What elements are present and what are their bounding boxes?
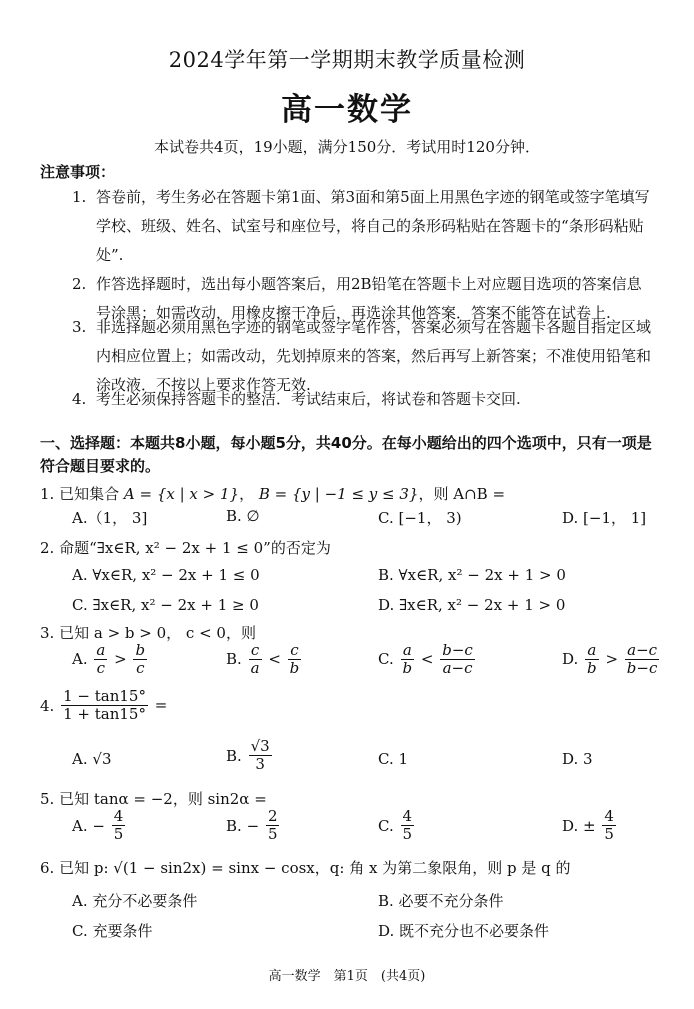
option-d[interactable] xyxy=(562,750,593,768)
sign: − xyxy=(92,816,105,835)
option-b[interactable] xyxy=(226,808,281,844)
operator: < xyxy=(268,649,281,668)
notice-heading: 注意事项： xyxy=(40,163,116,181)
numerator: c xyxy=(288,642,302,660)
numerator: a xyxy=(401,642,415,660)
option-b[interactable] xyxy=(226,738,274,774)
denominator: 1 + tan15° xyxy=(63,705,146,724)
operator: < xyxy=(420,649,434,668)
notice-item xyxy=(72,385,656,414)
fraction xyxy=(112,808,126,844)
option-value: 1 xyxy=(398,750,409,768)
subject-title: 高一数学 xyxy=(281,92,413,128)
numerator: √3 xyxy=(250,737,270,755)
question-number: 1. xyxy=(40,485,55,503)
option-value: √3 xyxy=(92,750,112,768)
sign: ± xyxy=(583,816,596,835)
numerator: 4 xyxy=(604,807,614,825)
question-ask: ，则 A∩B = xyxy=(418,485,506,503)
question-1: 1. 已知集合 A = {x | x > 1}， B = {y | −1 ≤ y ≤ 3}，则 A∩B = xyxy=(40,485,506,503)
question-6 xyxy=(40,857,570,878)
denominator: b xyxy=(289,659,300,678)
notice-text: 非选择题必须用黑色字迹的钢笔或签字笔作答，答案必须写在答题卡各题目指定区域内相应位置上；如需改动，先划掉原来的答案，然后再写上新答案；不准使用铅笔和涂改液．不按以上要求作答无效. xyxy=(96,318,652,394)
option-b[interactable] xyxy=(226,642,303,678)
question-number: 3. xyxy=(40,624,55,642)
option-label: D. xyxy=(562,750,579,768)
question-number: 5. xyxy=(40,790,55,808)
notice-text: 考生必须保持答题卡的整洁．考试结束后，将试卷和答题卡交回. xyxy=(96,390,521,408)
option-c[interactable] xyxy=(378,642,477,678)
option-a[interactable]: A. 充分不必要条件 xyxy=(72,892,198,910)
notice-number: 2. xyxy=(72,275,87,293)
set-a: A = {x | x > 1} xyxy=(123,485,240,503)
denominator: 5 xyxy=(113,825,124,844)
option-a[interactable] xyxy=(72,642,149,678)
numerator: c xyxy=(249,642,262,660)
fraction xyxy=(94,642,107,678)
option-c[interactable]: C. [−1， 3) xyxy=(378,509,462,527)
option-a[interactable]: A.（1， 3] xyxy=(72,509,148,527)
option-label: C. xyxy=(378,649,394,668)
sign: − xyxy=(246,816,260,835)
option-d[interactable]: D. 既不充分也不必要条件 xyxy=(378,922,550,940)
operator: > xyxy=(114,649,127,668)
option-a[interactable] xyxy=(72,750,112,768)
denominator: a−c xyxy=(442,659,473,678)
denominator: a xyxy=(250,659,260,678)
option-label: A. xyxy=(72,816,88,835)
question-number: 4. xyxy=(40,696,55,715)
operator: > xyxy=(605,649,619,668)
fraction xyxy=(401,642,415,678)
question-prefix: 已知集合 xyxy=(59,485,120,503)
question-5 xyxy=(40,788,267,809)
option-d[interactable] xyxy=(562,808,618,844)
option-d[interactable] xyxy=(562,642,661,678)
option-label: C. xyxy=(378,750,394,768)
fraction xyxy=(440,642,475,678)
option-b[interactable]: B. ∅ xyxy=(226,507,260,525)
option-label: C. xyxy=(378,816,394,835)
option-label: B. xyxy=(226,816,242,835)
denominator: b xyxy=(402,659,413,678)
option-b[interactable]: B. 必要不充分条件 xyxy=(378,892,504,910)
numerator: a−c xyxy=(625,642,660,660)
fraction xyxy=(61,688,148,724)
option-label: D. xyxy=(562,816,579,835)
question-4 xyxy=(40,688,167,724)
fraction xyxy=(249,642,262,678)
numerator: 4 xyxy=(402,807,413,825)
fraction xyxy=(266,808,280,844)
option-label: A. xyxy=(72,750,88,768)
option-label: D. xyxy=(562,649,579,668)
notice-number: 4. xyxy=(72,390,87,408)
question-text: 已知 a > b > 0， c < 0，则 xyxy=(59,624,256,642)
numerator: 2 xyxy=(267,807,278,825)
fraction xyxy=(585,642,599,678)
fraction xyxy=(401,808,415,844)
notice-number: 1. xyxy=(72,188,87,206)
exam-title: 2024学年第一学期期末教学质量检测 xyxy=(168,48,526,72)
page-footer: 高一数学 第1页 (共4页) xyxy=(268,969,426,984)
denominator: b xyxy=(587,659,597,678)
question-2 xyxy=(40,537,331,558)
option-c[interactable]: C. 充要条件 xyxy=(72,922,153,940)
numerator: a xyxy=(96,641,106,659)
set-b: B = {y | −1 ≤ y ≤ 3} xyxy=(258,485,419,503)
notice-number: 3. xyxy=(72,318,87,336)
question-text: 已知 p: √(1 − sin2x) = sinx − cosx，q: 角 x 为第二象限角，则 p 是 q 的 xyxy=(59,859,571,877)
fraction xyxy=(249,738,272,774)
notice-text: 作答选择题时，选出每小题答案后，用2B铅笔在答题卡上对应题目选项的答案信息号涂黑；如需改动，用橡皮擦干净后，再选涂其他答案．答案不能答在试卷上. xyxy=(96,275,642,322)
question-number: 2. xyxy=(40,539,55,557)
option-c[interactable]: C. ∃x∈R, x² − 2x + 1 ≥ 0 xyxy=(72,596,259,614)
question-text: 已知 tanα = −2，则 sin2α = xyxy=(59,790,267,808)
denominator: 5 xyxy=(267,825,278,844)
option-d[interactable]: D. [−1， 1] xyxy=(562,509,647,527)
question-text: 命题“∃x∈R, x² − 2x + 1 ≤ 0”的否定为 xyxy=(59,539,331,557)
numerator: b xyxy=(135,641,146,659)
option-b[interactable]: B. ∀x∈R, x² − 2x + 1 > 0 xyxy=(378,566,566,584)
fraction xyxy=(288,642,302,678)
fraction xyxy=(625,642,660,678)
option-c[interactable] xyxy=(378,750,408,768)
denominator: 5 xyxy=(402,825,413,844)
numerator: a xyxy=(585,642,599,660)
option-a[interactable] xyxy=(72,808,127,844)
section-title: 一、选择题：本题共8小题，每小题5分，共40分。在每小题给出的四个选项中，只有一项是符合题目要求的。 xyxy=(40,434,652,475)
numerator: 4 xyxy=(113,807,124,825)
fraction xyxy=(602,808,616,844)
option-label: A. xyxy=(72,649,88,668)
question-3 xyxy=(40,622,256,643)
denominator: b−c xyxy=(626,659,658,678)
notice-item xyxy=(72,183,656,270)
equals-sign: = xyxy=(154,695,168,714)
option-c[interactable] xyxy=(378,808,416,844)
option-value: 3 xyxy=(583,750,593,768)
exam-info: 本试卷共4页，19小题，满分150分．考试用时120分钟． xyxy=(154,138,540,156)
option-d[interactable]: D. ∃x∈R, x² − 2x + 1 > 0 xyxy=(378,596,566,614)
denominator: 3 xyxy=(255,755,265,774)
option-label: B. xyxy=(226,746,242,765)
option-a[interactable]: A. ∀x∈R, x² − 2x + 1 ≤ 0 xyxy=(72,566,260,584)
notice-text: 答卷前，考生务必在答题卡第1面、第3面和第5面上用黑色字迹的钢笔或签字笔填写学校、班级、姓名、试室号和座位号，将自己的条形码粘贴在答题卡的“条形码粘贴处”. xyxy=(96,188,650,264)
denominator: 5 xyxy=(604,825,614,844)
denominator: c xyxy=(96,659,106,678)
numerator: b−c xyxy=(442,641,473,659)
option-label: B. xyxy=(226,649,242,668)
denominator: c xyxy=(136,659,145,678)
fraction xyxy=(133,642,147,678)
numerator: 1 − tan15° xyxy=(63,687,146,705)
question-number: 6. xyxy=(40,859,55,877)
